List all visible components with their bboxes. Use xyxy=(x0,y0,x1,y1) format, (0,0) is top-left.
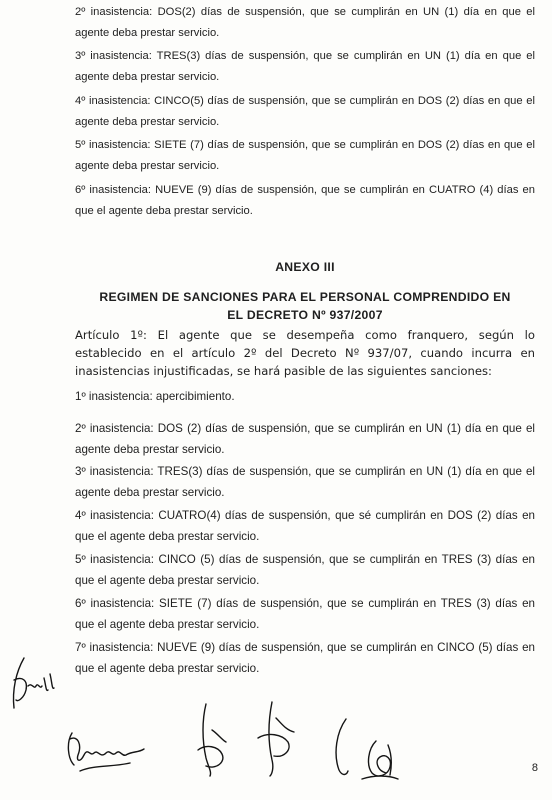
page-number: 8 xyxy=(531,762,538,774)
signature-2-icon xyxy=(60,715,155,780)
top-list-item-2: 2º inasistencia: DOS(2) días de suspensión, que se cumplirán en UN (1) día en que el agente deba prestar servicio. xyxy=(75,6,535,39)
annex-list-item-1: 1º inasistencia: apercibimiento. xyxy=(75,390,235,403)
signature-4-icon xyxy=(250,698,300,778)
top-list-item-4: 4º inasistencia: CINCO(5) días de suspensión, que se cumplirán en DOS (2) días en que el agente deba prestar servicio. xyxy=(75,95,535,128)
top-list-item-5: 5º inasistencia: SIETE (7) días de suspensión, que se cumplirán en DOS (2) días en que el agente deba prestar servicio. xyxy=(75,139,535,172)
annex-list-item-7: 7º inasistencia: NUEVE (9) días de suspensión, que se cumplirán en CINCO (5) días en que el agente deba prestar servicio. xyxy=(75,641,535,675)
annex-subtitle: REGIMEN DE SANCIONES PARA EL PERSONAL COMPRENDIDO EN EL DECRETO Nº 937/2007 xyxy=(99,290,511,322)
article-1: Artículo 1º: El agente que se desempeña como franquero, según lo establecido en el artículo 2º del Decreto Nº 937/07, cuando incurra en inasistencias injustificadas, se hará pasible de las siguientes sanciones: xyxy=(75,328,535,378)
annex-title: ANEXO III xyxy=(275,260,335,274)
annex-list-item-3: 3º inasistencia: TRES(3) días de suspensión, que se cumplirán en UN (1) día en que el agente deba prestar servicio. xyxy=(75,465,535,499)
annex-list-item-5: 5º inasistencia: CINCO (5) días de suspensión, que se cumplirán en TRES (3) días en que el agente deba prestar servicio. xyxy=(75,553,535,587)
top-list-item-6: 6º inasistencia: NUEVE (9) días de suspensión, que se cumplirán en CUATRO (4) días en que el agente deba prestar servicio. xyxy=(75,184,535,217)
signature-3-icon xyxy=(192,700,237,780)
signature-1-icon xyxy=(2,650,62,720)
annex-list-item-2: 2º inasistencia: DOS (2) días de suspensión, que se cumplirán en UN (1) día en que el agente deba prestar servicio. xyxy=(75,422,535,456)
annex-list-item-6: 6º inasistencia: SIETE (7) días de suspensión, que se cumplirán en TRES (3) días en que el agente deba prestar servicio. xyxy=(75,597,535,631)
top-list-item-3: 3º inasistencia: TRES(3) días de suspensión, que se cumplirán en UN (1) día en que el agente deba prestar servicio. xyxy=(75,50,535,83)
signature-6-icon xyxy=(352,735,407,790)
annex-list-item-4: 4º inasistencia: CUATRO(4) días de suspensión, que sé cumplirán en DOS (2) días en que el agente deba prestar servicio. xyxy=(75,509,535,543)
